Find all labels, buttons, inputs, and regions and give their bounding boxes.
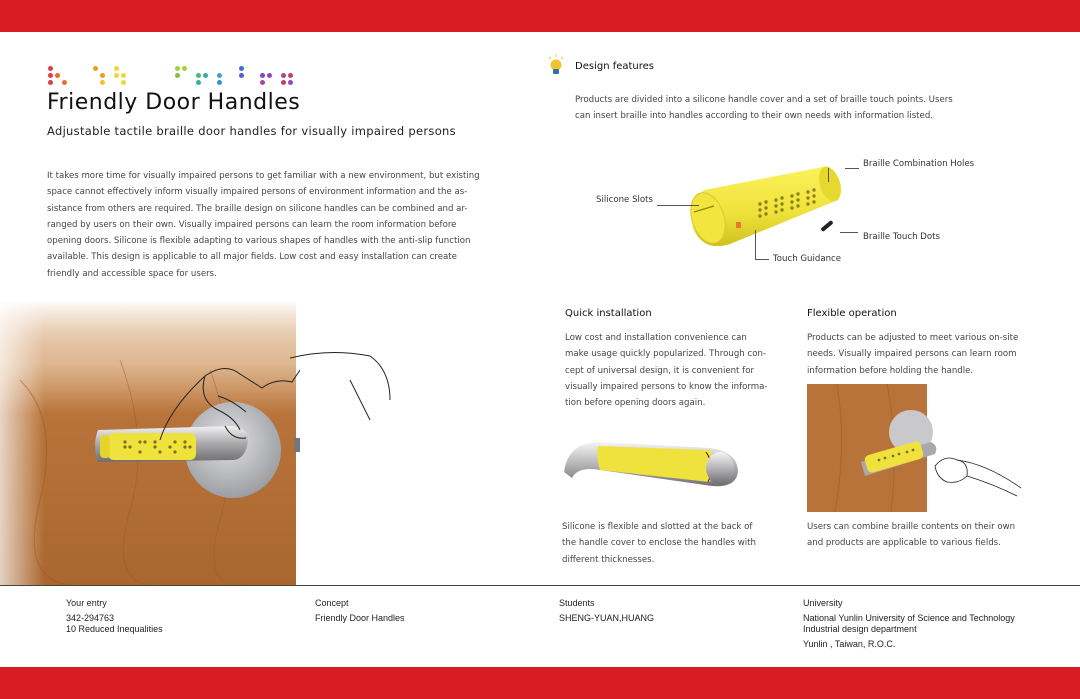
callout-line (845, 168, 859, 169)
flexible-operation-text: Products can be adjusted to meet various on-site needs. Visually impaired persons can learn room information before holding the handle. (807, 333, 1019, 376)
callout-touch-dots: Braille Touch Dots (863, 232, 940, 242)
callout-line (657, 205, 699, 206)
page-title: Friendly Door Handles (47, 90, 301, 115)
bottom-red-bar (0, 667, 1080, 699)
flexible-operation-caption: Users can combine braille contents on their own and products are applicable to various fields. (807, 522, 1016, 549)
flexible-operation-heading: Flexible operation (807, 308, 897, 319)
footer-students-value: SHENG-YUAN,HUANG (559, 613, 655, 623)
footer-concept-value: Friendly Door Handles (315, 613, 405, 623)
callout-line (828, 168, 829, 182)
quick-installation-text: Low cost and installation convenience can make usage quickly popularized. Through con- cept of universal design, it is convenient for visually impaired persons to know the informa- tion before opening doors again. (565, 333, 768, 409)
handle-cover-diagram (670, 160, 870, 260)
footer-students-label: Students (559, 598, 595, 608)
intro-paragraph: It takes more time for visually impaired persons to get familiar with a new environment, but existing space cannot effectively inform visually impaired persons of environment information and the as- sistance from others are required. The braille design on silicone handles can be combined and ar- ranged by users on their own. Visually impaired persons can learn the room information before opening doors. Silicone is flexible adapting to various shapes of handles with the anti-slip function available. This design is applicable to all major fields. Low cost and easy installation can create friendly and accessible space for users. (47, 171, 480, 279)
design-features-heading: Design features (575, 61, 655, 72)
door-handle-photo (0, 300, 300, 585)
footer-university-location: Yunlin , Taiwan, R.O.C. (803, 639, 896, 649)
footer-divider (0, 585, 1080, 586)
callout-touch-guidance: Touch Guidance (773, 254, 842, 264)
callout-line (755, 259, 769, 260)
braille-dots-logo (48, 64, 293, 86)
lever-cover-illustration (560, 430, 750, 495)
footer-entry-id: 342-294763 (66, 613, 115, 623)
hand-on-handle-photo (807, 384, 1027, 512)
footer-university-name: National Yunlin University of Science and Technology (803, 613, 1015, 623)
callout-combination-holes: Braille Combination Holes (863, 159, 975, 169)
footer-university-department: Industrial design department (803, 624, 917, 634)
footer-entry-label: Your entry (66, 598, 107, 608)
top-red-bar (0, 0, 1080, 32)
quick-installation-caption: Silicone is flexible and slotted at the back of the handle cover to enclose the handles with different thicknesses. (562, 522, 757, 565)
footer-entry-goal: 10 Reduced Inequalities (66, 624, 163, 634)
callout-silicone-slots: Silicone Slots (596, 195, 654, 205)
callout-line (755, 230, 756, 260)
design-features-text: Products are divided into a silicone handle cover and a set of braille touch points. Users can insert braille into handles according to their own needs with information listed. (575, 95, 953, 122)
callout-line (840, 232, 858, 233)
footer-university-label: University (803, 598, 843, 608)
lightbulb-icon (547, 54, 565, 76)
page-subtitle: Adjustable tactile braille door handles for visually impaired persons (47, 124, 456, 138)
footer-concept-label: Concept (315, 598, 349, 608)
quick-installation-heading: Quick installation (565, 308, 652, 319)
